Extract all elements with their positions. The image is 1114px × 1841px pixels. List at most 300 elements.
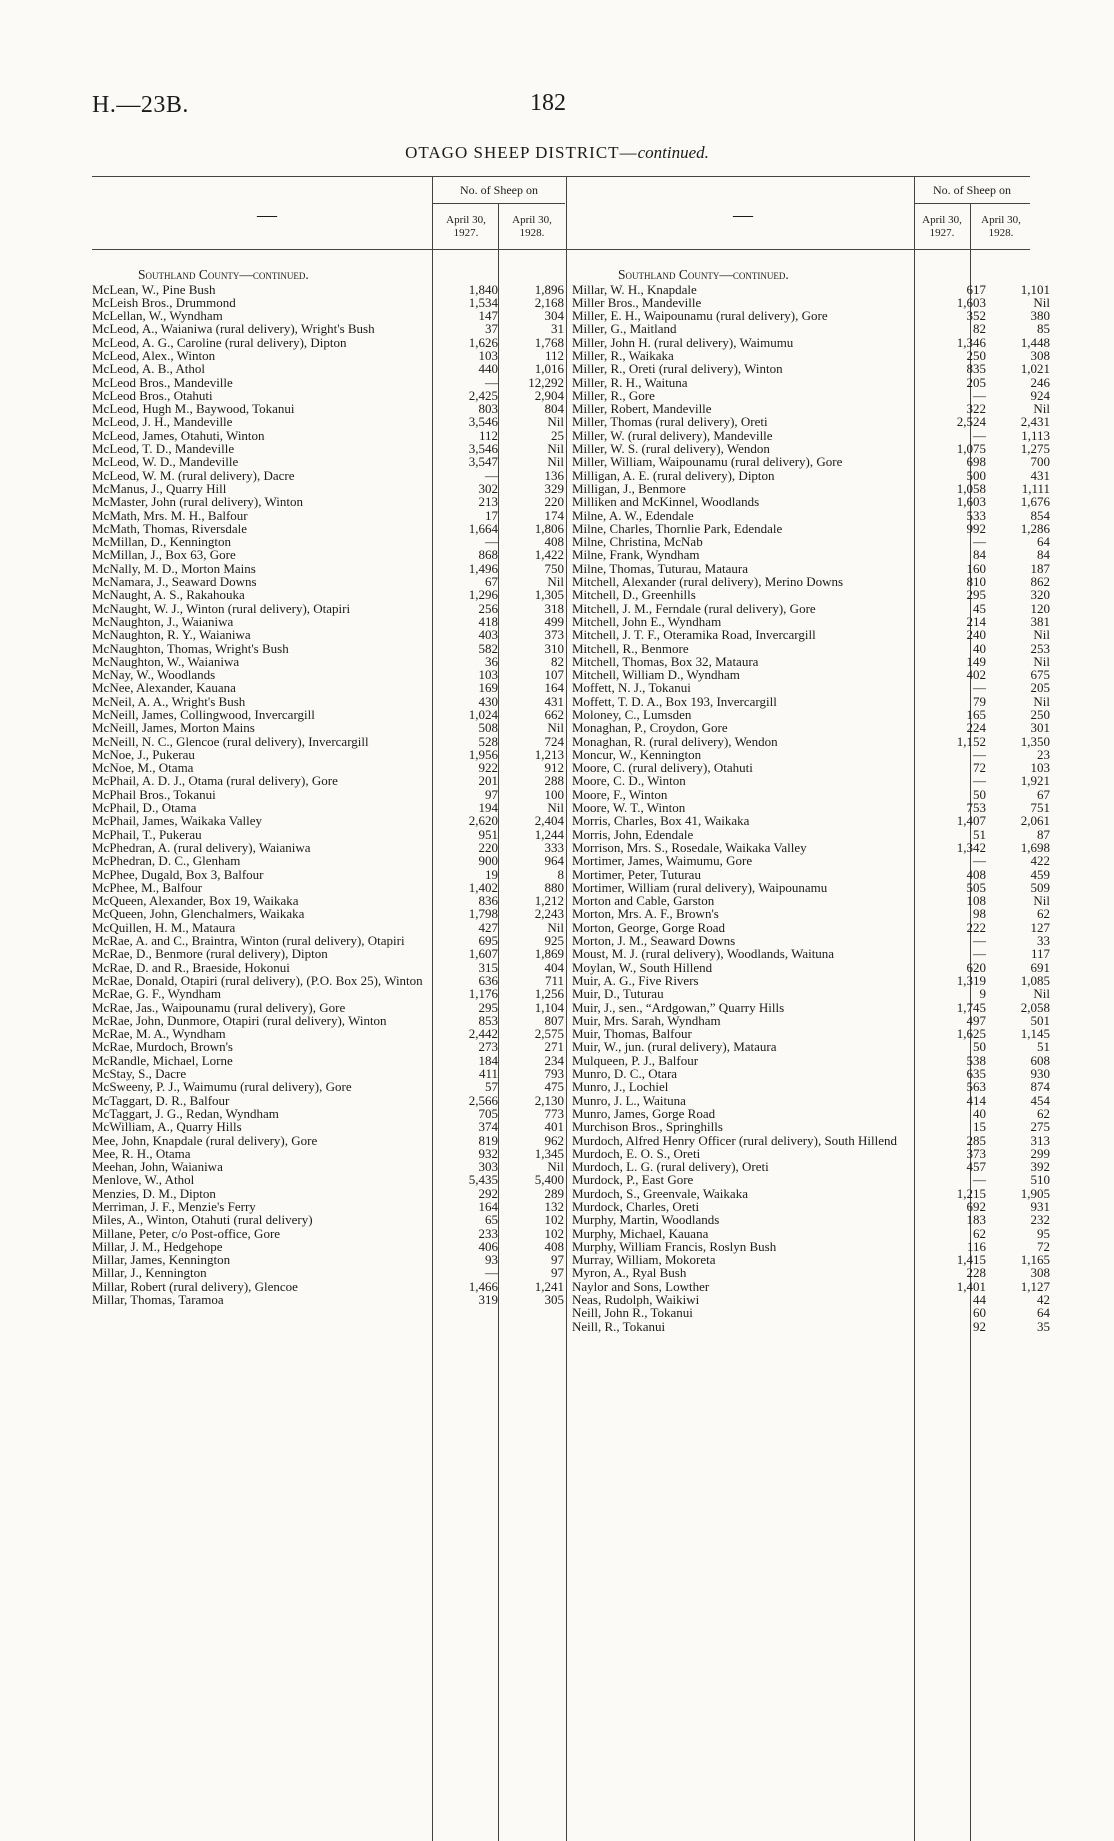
left-col2-label: April 30, 1928. [512,214,552,239]
sheep-1928: 431 [1030,467,1050,483]
sheep-1927: 256 [478,600,498,616]
owner-name: Morton, J. M., Seaward Downs [572,933,736,949]
table-row [92,642,564,655]
table-row [572,1026,1050,1042]
owner-name: Mitchell, Thomas, Box 32, Mataura [572,653,759,669]
table-row [572,467,1050,483]
sheep-1927: 40 [973,1105,986,1121]
dot-leader [425,548,434,561]
owner-name: Murdoch, L. G. (rural delivery), Oreti [572,1159,769,1175]
table-row [572,879,1050,895]
owner-name: Murdoch, Alfred Henry Officer (rural delivery), South Hillend [572,1132,898,1148]
sheep-1927: — [973,773,986,789]
table-row [92,562,564,575]
sheep-1928: Nil [1033,401,1050,417]
table-row [572,959,1050,975]
dot-leader [425,429,434,442]
sheep-1928: Nil [547,720,564,736]
owner-name: Neill, John R., Tokanui [572,1305,693,1321]
sheep-1927: 1,956 [468,746,498,762]
sheep-1928: 2,431 [1020,414,1050,430]
table-row [92,1147,564,1160]
left-name-header: — [257,204,277,226]
owner-name: McLeod, James, Otahuti, Winton [92,427,265,443]
dot-leader [425,336,434,349]
sheep-1928: 373 [544,627,564,643]
sheep-1928: 804 [544,401,564,417]
sheep-1927: 1,798 [468,906,498,922]
sheep-1927: 617 [966,281,986,297]
sheep-1927: 538 [966,1052,986,1068]
sheep-1928: 931 [1030,1198,1050,1214]
dot-leader [425,868,434,881]
sheep-1927: 2,566 [468,1092,498,1108]
sheep-1927: 165 [966,707,986,722]
sheep-1927: 228 [966,1265,986,1281]
sheep-1928: 675 [1030,667,1050,683]
sheep-1927: 98 [973,906,986,922]
table-row [92,841,564,854]
dot-leader [425,1187,434,1200]
owner-name: McLeod Bros., Otahuti [92,387,213,403]
sheep-1927: 1,075 [956,441,986,457]
owner-name: McTaggart, D. R., Balfour [92,1092,230,1108]
owner-name: Neas, Rudolph, Waikiwi [572,1292,700,1308]
table-row [572,746,1050,762]
owner-name: McRae, John, Dunmore, Otapiri (rural delivery), Winton [92,1012,387,1028]
dot-leader [425,415,434,428]
owner-name: McRae, Donald, Otapiri (rural delivery), (P.O. Box 25), Winton [92,972,423,988]
dot-leader [425,1014,434,1027]
owner-name: Moncur, W., Kennington [572,746,702,762]
owner-name: McQueen, John, Glenchalmers, Waikaka [92,906,305,922]
table-row [572,1292,1050,1308]
sheep-1927: 92 [973,1318,986,1334]
sheep-1928: 103 [1030,760,1050,776]
owner-name: Mortimer, Peter, Tuturau [572,866,701,882]
dot-leader [425,309,434,322]
sheep-1927: 322 [966,401,986,417]
dot-leader [425,655,434,668]
table-row [572,693,1050,709]
dot-leader [425,495,434,508]
sheep-1928: 2,058 [1020,999,1050,1015]
dot-leader [425,761,434,774]
sheep-1928: 711 [544,972,564,988]
dot-leader [425,828,434,841]
sheep-1928: 1,212 [534,893,564,909]
sheep-1927: 250 [966,347,986,363]
sheep-1928: 1,905 [1020,1185,1050,1201]
dot-leader [425,814,434,827]
table-row [92,761,564,774]
table-row [92,429,564,442]
table-row [572,1172,1050,1188]
sheep-1927: 169 [478,680,498,696]
sheep-1928: 288 [544,773,564,789]
owner-name: Mitchell, William D., Wyndham [572,667,740,683]
table-row [572,414,1050,430]
sheep-1927: — [485,467,498,483]
sheep-1927: 1,607 [468,946,498,962]
sheep-1927: 60 [973,1305,986,1321]
sheep-1927: 1,840 [468,281,498,297]
sheep-1927: 753 [966,800,986,816]
table-row [92,788,564,801]
sheep-1927: 93 [485,1252,498,1268]
dot-leader [425,1240,434,1253]
sheep-1928: 250 [1030,707,1050,722]
owner-name: Moore, W. T., Winton [572,800,686,816]
table-row [572,1185,1050,1201]
owner-name: McRae, A. and C., Braintra, Winton (rural delivery), Otapiri [92,933,405,949]
table-row [92,535,564,548]
owner-name: Milne, Christina, McNab [572,534,703,550]
sheep-1928: 408 [544,534,564,550]
sheep-1927: 932 [478,1145,498,1161]
sheep-1927: 819 [478,1132,498,1148]
sheep-1927: 402 [966,667,986,683]
table-row [92,1253,564,1266]
sheep-1928: 2,061 [1020,813,1050,829]
owner-name: Murray, William, Mokoreta [572,1252,716,1268]
table-row [572,374,1050,390]
dot-leader [425,562,434,575]
table-row [572,866,1050,882]
table-row [92,1054,564,1067]
owner-name: McWilliam, A., Quarry Hills [92,1119,242,1135]
sheep-1927: — [973,534,986,550]
sheep-1927: 17 [485,507,498,523]
right-name-header: — [733,204,753,226]
sheep-1928: 751 [1030,800,1050,816]
dot-leader [425,1173,434,1186]
owner-name: McLeod, Alex., Winton [92,347,216,363]
table-row [92,1293,564,1306]
sheep-1927: 220 [478,839,498,855]
sheep-1928: 608 [1030,1052,1050,1068]
table-row [572,1052,1050,1068]
owner-name: Millane, Peter, c/o Post-office, Gore [92,1225,281,1241]
table-row [92,442,564,455]
table-row [92,1027,564,1040]
owner-name: Moore, C. (rural delivery), Otahuti [572,760,753,776]
dot-leader [425,283,434,296]
sheep-1927: 508 [478,720,498,736]
sheep-1927: 103 [478,347,498,363]
sheep-1927: 5,435 [468,1172,498,1188]
sheep-1927: 160 [966,560,986,576]
owner-name: McRae, D., Benmore (rural delivery), Dipton [92,946,328,962]
sheep-1928: 1,241 [534,1278,564,1294]
sheep-1928: 1,256 [534,986,564,1002]
table-row [572,813,1050,829]
owner-name: Miller, E. H., Waipounamu (rural delivery), Gore [572,308,828,324]
owner-name: Muir, D., Tuturau [572,986,664,1002]
sheep-1927: — [973,427,986,443]
sheep-1928: 793 [544,1066,564,1082]
sheep-1927: 457 [966,1159,986,1175]
owner-name: Miller, G., Maitland [572,321,677,337]
sheep-1928: 691 [1030,959,1050,975]
sheep-1927: 505 [966,879,986,895]
owner-name: McNee, Alexander, Kauana [92,680,236,696]
owner-name: Millar, J. M., Hedgehope [92,1238,223,1254]
sheep-1928: 289 [544,1185,564,1201]
owner-name: Murdoch, S., Greenvale, Waikaka [572,1185,748,1201]
owner-name: Muir, Thomas, Balfour [572,1026,692,1042]
sheep-1928: 874 [1030,1079,1050,1095]
table-row [92,509,564,522]
sheep-1928: 1,345 [534,1145,564,1161]
table-row [572,361,1050,377]
sheep-1927: 868 [478,547,498,563]
sheep-1928: 501 [1030,1012,1050,1028]
sheep-1928: 31 [551,321,564,337]
owner-name: McMillan, D., Kennington [92,534,232,550]
sheep-1927: 1,407 [956,813,986,829]
sheep-1927: 149 [966,653,986,669]
sheep-1927: 1,215 [956,1185,986,1201]
sheep-1928: 422 [1030,853,1050,869]
sheep-1928: 84 [1037,547,1050,563]
owner-name: Milne, Charles, Thornlie Park, Edendale [572,520,783,536]
sheep-1927: — [485,1265,498,1281]
sheep-1928: 35 [1037,1318,1050,1334]
table-row [92,376,564,389]
owner-name: Mitchell, J. T. F., Oteramika Road, Invercargill [572,627,816,643]
sheep-1927: 285 [966,1132,986,1148]
dot-leader [425,1266,434,1279]
owner-name: Munro, J. L., Waituna [572,1092,686,1108]
owner-name: Miller, William, Waipounamu (rural delivery), Gore [572,454,843,470]
sheep-1928: 102 [544,1225,564,1241]
table-row [572,1278,1050,1294]
sheep-1928: 299 [1030,1145,1050,1161]
sheep-1927: 240 [966,627,986,643]
owner-name: Miller, W. S. (rural delivery), Wendon [572,441,770,457]
sheep-1928: 1,806 [534,520,564,536]
owner-name: McManus, J., Quarry Hill [92,480,227,496]
table-row [572,1105,1050,1121]
sheep-1928: 329 [544,480,564,496]
table-row [92,828,564,841]
sheep-1927: 698 [966,454,986,470]
sheep-1928: 308 [1030,347,1050,363]
sheep-1927: 214 [966,613,986,629]
sheep-1928: 1,448 [1020,334,1050,350]
table-row [572,999,1050,1015]
dot-leader [425,615,434,628]
sheep-1928: 381 [1030,613,1050,629]
sheep-1927: 97 [485,786,498,802]
table-row [572,334,1050,350]
sheep-1927: 418 [478,613,498,629]
table-row [572,733,1050,749]
table-row [572,680,1050,696]
sheep-1927: 79 [973,693,986,709]
owner-name: McPhail, James, Waikaka Valley [92,813,262,829]
sheep-1928: 220 [544,494,564,510]
sheep-1927: — [973,387,986,403]
left-column [92,268,564,1306]
owner-name: Myron, A., Ryal Bush [572,1265,687,1281]
owner-name: Miller, R., Waikaka [572,347,674,363]
table-row [92,1160,564,1173]
owner-name: Mee, John, Knapdale (rural delivery), Gore [92,1132,318,1148]
table-row [92,495,564,508]
sheep-1928: 773 [544,1105,564,1121]
sheep-1928: 23 [1037,746,1050,762]
owner-name: Milliken and McKinnel, Woodlands [572,494,760,510]
owner-name: Moloney, C., Lumsden [572,707,692,722]
sheep-1927: 414 [966,1092,986,1108]
table-row [92,961,564,974]
sheep-1928: 930 [1030,1066,1050,1082]
dot-leader [425,881,434,894]
table-row [572,1305,1050,1321]
owner-name: McNaughton, R. Y., Waianiwa [92,627,251,643]
sheep-1928: 320 [1030,587,1050,603]
sheep-1927: 3,546 [468,441,498,457]
sheep-1928: 246 [1030,374,1050,390]
sheep-1927: 62 [973,1225,986,1241]
table-row [92,469,564,482]
sheep-1928: 2,575 [534,1026,564,1042]
owner-name: Milne, Thomas, Tuturau, Mataura [572,560,748,576]
table-row [572,1252,1050,1268]
sheep-1928: 1,101 [1020,281,1050,297]
dot-leader [425,894,434,907]
owner-name: Muir, W., jun. (rural delivery), Mataura [572,1039,777,1055]
table-row [572,1039,1050,1055]
dot-leader [425,482,434,495]
dot-leader [425,974,434,987]
sheep-1928: 310 [544,640,564,656]
owner-name: McLeod, W. M. (rural delivery), Dacre [92,467,295,483]
table-row [572,534,1050,550]
sheep-1928: 5,400 [534,1172,564,1188]
sheep-1927: 2,620 [468,813,498,829]
sheep-1928: 925 [544,933,564,949]
sheep-1927: 213 [478,494,498,510]
table-row [572,1066,1050,1082]
sheep-1928: 1,422 [534,547,564,563]
sheep-1927: 164 [478,1198,498,1214]
sheep-1927: 803 [478,401,498,417]
sheep-1928: 308 [1030,1265,1050,1281]
owner-name: McStay, S., Dacre [92,1066,187,1082]
dot-leader [425,455,434,468]
sheep-1927: 273 [478,1039,498,1055]
sheep-1927: 37 [485,321,498,337]
table-row [572,760,1050,776]
sheep-1927: 2,442 [468,1026,498,1042]
sheep-1928: 12,292 [528,374,564,390]
owner-name: Mitchell, J. M., Ferndale (rural delivery), Gore [572,600,816,616]
sheep-1928: 187 [1030,560,1050,576]
owner-name: Millar, W. H., Knapdale [572,281,697,297]
table-row [572,613,1050,629]
sheep-1928: 924 [1030,387,1050,403]
table-row [92,362,564,375]
sheep-1927: 1,415 [956,1252,986,1268]
table-row [92,868,564,881]
table-row [92,894,564,907]
owner-name: Merriman, J. F., Menzie's Ferry [92,1198,256,1214]
table-row [92,655,564,668]
sheep-1927: 295 [966,587,986,603]
table-row [92,748,564,761]
table-row [572,1159,1050,1175]
sheep-1927: 224 [966,720,986,736]
table-row [92,455,564,468]
owner-name: Morton and Cable, Garston [572,893,715,909]
table-row [572,1212,1050,1228]
owner-name: McPhedran, A. (rural delivery), Waianiwa [92,839,311,855]
sheep-1928: 1,244 [534,826,564,842]
left-col1-label: April 30, 1927. [446,214,486,239]
sheep-1928: Nil [1033,693,1050,709]
sheep-1928: 232 [1030,1212,1050,1228]
owner-name: Miller Bros., Mandeville [572,294,702,310]
sheep-1927: 45 [973,600,986,616]
owner-name: Murdock, P., East Gore [572,1172,694,1188]
sheep-1928: 67 [1037,786,1050,802]
table-row [92,695,564,708]
owner-name: McNaught, W. J., Winton (rural delivery), Otapiri [92,600,351,616]
table-row [92,1173,564,1186]
table-row [92,934,564,947]
sheep-1928: 880 [544,879,564,895]
sheep-1928: 333 [544,839,564,855]
owner-name: McRae, M. A., Wyndham [92,1026,226,1042]
owner-name: McNay, W., Woodlands [92,667,216,683]
sheep-1927: 103 [478,667,498,683]
owner-name: McPhail, A. D. J., Otama (rural delivery), Gore [92,773,338,789]
table-row [92,402,564,415]
owner-name: McLeish Bros., Drummond [92,294,236,310]
owner-name: McLellan, W., Wyndham [92,308,223,324]
owner-name: McLeod, A. G., Caroline (rural delivery), Dipton [92,334,347,350]
dot-leader [425,668,434,681]
sheep-1928: 1,104 [534,999,564,1015]
sheep-1927: 44 [973,1292,986,1308]
owner-name: McMillan, J., Box 63, Gore [92,547,236,563]
table-row [572,321,1050,337]
table-row [92,907,564,920]
dot-leader [425,628,434,641]
owner-name: Miller, Robert, Mandeville [572,401,712,417]
table-row [92,854,564,867]
sheep-1928: 2,130 [534,1092,564,1108]
sheep-1928: Nil [1033,986,1050,1002]
sheep-1927: 408 [966,866,986,882]
sheep-1928: 62 [1037,906,1050,922]
owner-name: Mitchell, John E., Wyndham [572,613,722,629]
sheep-1927: 201 [478,773,498,789]
sheep-1928: 95 [1037,1225,1050,1241]
owner-name: McQueen, Alexander, Box 19, Waikaka [92,893,299,909]
table-row [92,1120,564,1133]
table-row [572,1092,1050,1108]
right-col2-label: April 30, 1928. [981,214,1021,239]
sheep-1927: 1,152 [956,733,986,749]
owner-name: Miller, R., Gore [572,387,655,403]
table-row [572,906,1050,922]
table-row [572,839,1050,855]
owner-name: McPhail, T., Pukerau [92,826,202,842]
